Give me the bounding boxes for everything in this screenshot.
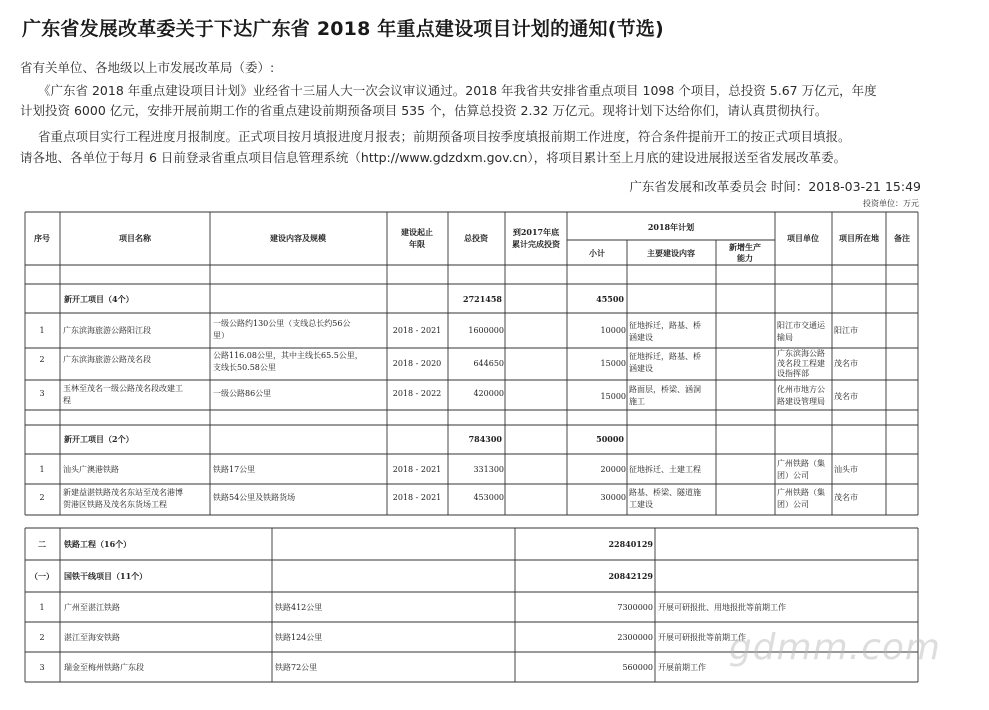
header-seq: 序号 <box>34 233 50 243</box>
row-unit: 团）公司 <box>777 500 809 509</box>
row-content: 一级公路约130公里（支线总长约56公 <box>213 319 351 328</box>
row-main: 征地拆迁，路基、桥 <box>629 321 701 330</box>
row-main: 开展前期工作 <box>658 663 706 672</box>
table-body-lower <box>30 539 786 672</box>
header-location: 项目所在地 <box>839 233 879 243</box>
row-location: 汕头市 <box>834 465 858 474</box>
row-unit: 输局 <box>777 333 793 342</box>
header-unit: 项目单位 <box>787 233 819 243</box>
row-total: 331300 <box>473 465 504 474</box>
row-main: 路面层，桥梁、涵洞 <box>629 385 701 394</box>
row-seq: 1 <box>39 465 45 474</box>
row-subtotal: 30000 <box>600 493 626 502</box>
row-location: 茂名市 <box>834 493 858 502</box>
addressee: 省有关单位、各地级以上市发展改革局（委）: <box>20 60 275 75</box>
row-unit: 广州铁路（集 <box>777 488 825 497</box>
paragraph-1-line-1: 《广东省 2018 年重点建设项目计划》业经省十三届人大一次会议审议通过。2018 年我省共安排省重点项目 1098 个项目，总投资 5.67 万亿元，年度 <box>38 83 877 98</box>
row-name: 广州至湛江铁路 <box>64 603 120 612</box>
section-label: 铁路工程（16个） <box>64 539 132 549</box>
row-total: 644650 <box>473 359 504 368</box>
subsection-label: 国铁干线项目（11个） <box>64 571 148 581</box>
row-content: 铁路72公里 <box>275 663 318 672</box>
row-total: 1600000 <box>468 326 504 335</box>
row-seq: 2 <box>39 493 45 502</box>
subsection-seq: （一） <box>30 571 54 581</box>
row-content: 里） <box>213 331 229 340</box>
paragraph-1-line-2: 计划投资 6000 亿元，安排开展前期工作的省重点建设前期预备项目 535 个，估算总投资 2.32 万亿元。现将计划下达给你们，请认真贯彻执行。 <box>20 103 828 118</box>
group-subtotal: 45500 <box>596 294 624 304</box>
row-unit: 团）公司 <box>777 471 809 480</box>
row-seq: 1 <box>39 326 45 335</box>
row-content: 铁路54公里及铁路货场 <box>213 493 296 502</box>
row-seq: 1 <box>39 603 45 612</box>
section-seq: 二 <box>38 539 46 549</box>
header-done-2: 累计完成投资 <box>512 239 560 249</box>
row-unit: 茂名段工程建 <box>777 359 825 368</box>
header-period-2: 年限 <box>409 239 425 249</box>
row-name: 程 <box>63 396 71 405</box>
watermark: gdmm.com <box>728 627 941 668</box>
table-grid <box>25 212 918 682</box>
row-name: 贺港区铁路及茂名东货场工程 <box>63 500 167 509</box>
row-unit: 设指挥部 <box>777 369 809 378</box>
row-content: 铁路412公里 <box>275 603 323 612</box>
header-name: 项目名称 <box>119 233 151 243</box>
header-capacity-2: 能力 <box>737 253 753 263</box>
header-content: 建设内容及规模 <box>270 233 326 243</box>
row-period: 2018 - 2021 <box>392 465 442 474</box>
row-name: 新建益湛铁路茂名东站至茂名港博 <box>63 488 183 497</box>
row-name: 瑞金至梅州铁路广东段 <box>64 663 144 672</box>
header-total: 总投资 <box>464 233 488 243</box>
row-content: 铁路124公里 <box>275 633 323 642</box>
signature-line: 广东省发展和改革委员会 时间：2018-03-21 15:49 <box>629 179 921 194</box>
row-period: 2018 - 2022 <box>392 389 442 398</box>
group-label: 新开工项目（2个） <box>64 434 134 444</box>
group-total: 2721458 <box>463 294 502 304</box>
paragraph-2-line-2: 请各地、各单位于每月 6 日前登录省重点项目信息管理系统（http://www.gdzdxm.gov.cn），将项目累计至上月底的建设进展报送至省发展改革委。 <box>20 150 847 165</box>
group-total: 784300 <box>468 434 502 444</box>
header-subtotal: 小计 <box>589 248 605 258</box>
paragraph-2-line-1: 省重点项目实行工程进度月报制度。正式项目按月填报进度月报表；前期预备项目按季度填报前期工作进度，符合条件提前开工的按正式项目填报。 <box>38 129 851 144</box>
group-subtotal: 50000 <box>596 434 624 444</box>
row-main: 征地拆迁，路基、桥 <box>629 352 701 361</box>
row-name: 汕头广澳港铁路 <box>63 465 119 474</box>
page-title: 广东省发展改革委关于下达广东省 2018 年重点建设项目计划的通知(节选) <box>22 18 664 40</box>
row-seq: 3 <box>39 389 45 398</box>
row-main: 开展可研报批、用地报批等前期工作 <box>658 603 786 612</box>
row-total: 453000 <box>473 493 504 502</box>
group-label: 新开工项目（4个） <box>64 294 134 304</box>
row-subtotal: 10000 <box>600 326 626 335</box>
row-name: 广东滨海旅游公路茂名段 <box>63 355 151 364</box>
row-location: 茂名市 <box>834 359 858 368</box>
row-content: 支线长50.58公里 <box>213 363 276 372</box>
row-subtotal: 15000 <box>600 392 626 401</box>
subsection-total: 20842129 <box>608 571 653 581</box>
header-plan2018: 2018年计划 <box>647 222 695 232</box>
unit-label: 投资单位：万元 <box>863 199 919 208</box>
header-main: 主要建设内容 <box>647 248 695 258</box>
row-name: 广东滨海旅游公路阳江段 <box>63 326 151 335</box>
row-main: 开展可研报批等前期工作 <box>658 633 746 642</box>
row-seq: 2 <box>39 355 45 364</box>
row-content: 公路116.08公里，其中主线长65.5公里， <box>213 351 363 360</box>
table-header <box>34 222 910 263</box>
row-subtotal: 20000 <box>600 465 626 474</box>
row-unit: 广东滨海公路 <box>777 349 825 358</box>
header-period: 建设起止 <box>401 227 433 237</box>
row-name: 湛江至海安铁路 <box>64 633 120 642</box>
row-total: 7300000 <box>617 603 653 612</box>
row-seq: 2 <box>39 633 45 642</box>
row-content: 铁路17公里 <box>213 465 256 474</box>
row-content: 一级公路86公里 <box>213 389 272 398</box>
row-unit: 阳江市交通运 <box>777 321 825 330</box>
row-main: 涵建设 <box>629 364 653 373</box>
row-period: 2018 - 2020 <box>392 359 442 368</box>
row-total: 420000 <box>473 389 504 398</box>
row-main: 工建设 <box>629 500 653 509</box>
row-period: 2018 - 2021 <box>392 493 442 502</box>
row-main: 路基、桥梁、隧道施 <box>629 488 701 497</box>
row-main: 征地拆迁、土建工程 <box>629 465 701 474</box>
row-unit: 化州市地方公 <box>777 385 825 394</box>
row-total: 560000 <box>622 663 653 672</box>
row-location: 阳江市 <box>834 326 858 335</box>
row-period: 2018 - 2021 <box>392 326 442 335</box>
row-main: 涵建设 <box>629 333 653 342</box>
row-unit: 广州铁路（集 <box>777 459 825 468</box>
row-main: 施工 <box>629 397 645 406</box>
section-total: 22840129 <box>608 539 653 549</box>
row-seq: 3 <box>39 663 45 672</box>
row-unit: 路建设管理局 <box>777 397 825 406</box>
row-location: 茂名市 <box>834 392 858 401</box>
row-subtotal: 15000 <box>600 359 626 368</box>
header-note: 备注 <box>894 233 910 243</box>
table-body-upper <box>39 294 858 509</box>
row-total: 2300000 <box>617 633 653 642</box>
header-done: 到2017年底 <box>512 227 560 237</box>
row-name: 玉林至茂名一级公路茂名段改建工 <box>63 384 183 393</box>
header-capacity: 新增生产 <box>729 242 761 252</box>
